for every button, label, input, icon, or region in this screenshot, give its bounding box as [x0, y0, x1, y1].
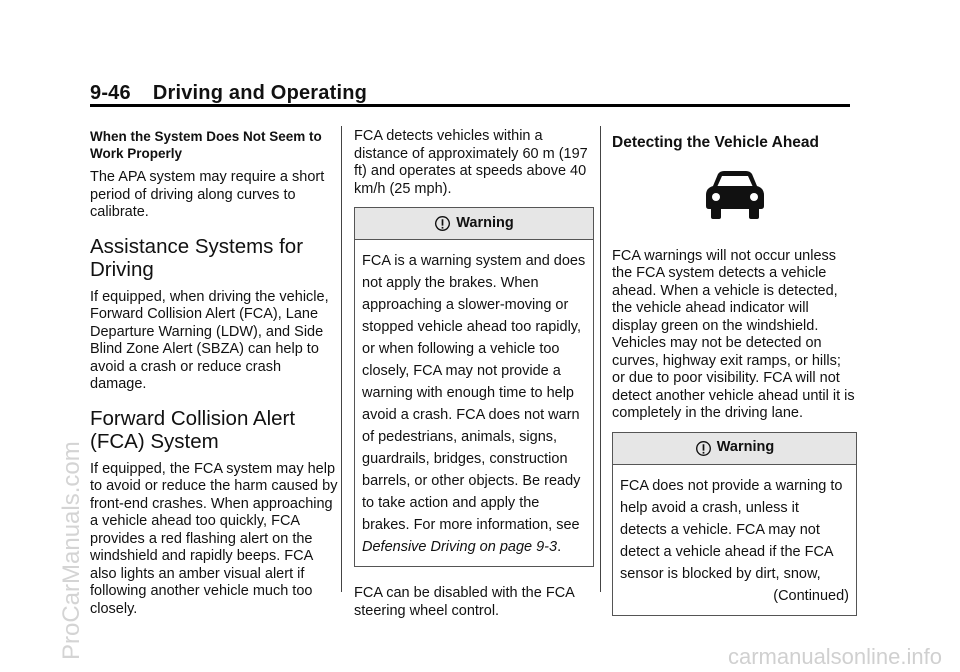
warning-body — [613, 465, 856, 615]
paragraph-apa-calibrate: The APA system may require a short period of driving along curves to calibrate. — [90, 169, 325, 220]
paragraph-fca-range: FCA detects vehicles within a distance of approximately 60 m (197 ft) and operates at speeds above 40 km/h (25 mph). — [354, 128, 588, 197]
warning-text: FCA does not provide a warning to help avoid a crash, unless it detects a vehicle. FCA may not detect a vehicle ahead if the FCA sensor is blocked by dirt, snow, — [620, 477, 843, 582]
header-rule — [90, 104, 850, 107]
warning-title: Warning — [716, 439, 775, 456]
warning-body: FCA is a warning system and does not apply the brakes. When approaching a slower-moving or stopped vehicle ahead too rapidly, or when following a vehicle too closely, FCA may not provide a warning with enough time to help avoid a crash. FCA does not warn of pedestrians, animals, signs, guardrails, bridges, construction barrels, or other objects. Be ready to take action and apply the brakes. For more information, see Defensive Driving on page 9-3. — [362, 253, 586, 555]
column-divider-1 — [341, 126, 342, 592]
warning-header — [613, 433, 856, 465]
warning-text: FCA is a warning system and does not apply the brakes. When approaching a slower-moving or stopped vehicle ahead too rapidly, or when following a vehicle too closely, FCA may not provide a warning with enough time to help avoid a crash. FCA does not warn of pedestrians, animals, signs, guardrails, bridges, construction barrels, or other objects. Be ready to take action and apply the brakes. For more information, see — [362, 253, 586, 533]
paragraph-fca-disable: FCA can be disabled with the FCA steering wheel control. — [354, 585, 575, 619]
column-2 — [354, 128, 594, 629]
column-3 — [612, 128, 857, 634]
heading-detecting-vehicle: Detecting the Vehicle Ahead — [612, 134, 820, 151]
watermark-left: ProCarManuals.com — [58, 441, 85, 660]
warning-icon — [695, 440, 712, 457]
paragraph-assistance: If equipped, when driving the vehicle, Forward Collision Alert (FCA), Lane Departure Warning (LDW), and Side Blind Zone Alert (SBZA) can help to avoid a crash or reduce crash damage. — [90, 288, 329, 392]
continued-label: (Continued) — [773, 587, 849, 604]
link-defensive-driving[interactable]: Defensive Driving on page 9-3 — [362, 539, 558, 555]
page-header — [90, 82, 367, 105]
subhead-not-working: When the System Does Not Seem to Work Properly — [90, 129, 322, 161]
warning-title: Warning — [456, 214, 514, 231]
warning-box-1 — [354, 207, 594, 567]
watermark-bottom: carmanualsonline.info — [727, 644, 942, 669]
heading-fca-system: Forward Collision Alert (FCA) System — [90, 406, 296, 453]
section-title: Driving and Operating — [152, 82, 368, 104]
paragraph-fca-intro: If equipped, the FCA system may help to avoid or reduce the harm caused by front-end crashes. When approaching a vehicle ahead too quickly, FCA provides a red flashing alert on the windshield and rapidly beeps. FCA also lights an amber visual alert if following another vehicle much too closely. — [90, 460, 338, 617]
warning-header — [355, 208, 593, 240]
vehicle-ahead-icon — [704, 170, 766, 226]
column-1 — [90, 128, 338, 627]
paragraph-detecting: FCA warnings will not occur unless the FCA system detects a vehicle ahead. When a vehicle is detected, the vehicle ahead indicator will display green on the windshield. Vehicles may not be detected on curves, highway exit ramps, or hills; or due to poor visibility. FCA will not detect another vehicle ahead until it is completely in the driving lane. — [612, 247, 855, 421]
heading-assistance-systems: Assistance Systems for Driving — [90, 234, 304, 281]
warning-icon — [434, 215, 451, 232]
warning-box-2 — [612, 432, 857, 616]
page-number: 9-46 — [90, 82, 131, 104]
column-divider-2 — [600, 126, 601, 592]
